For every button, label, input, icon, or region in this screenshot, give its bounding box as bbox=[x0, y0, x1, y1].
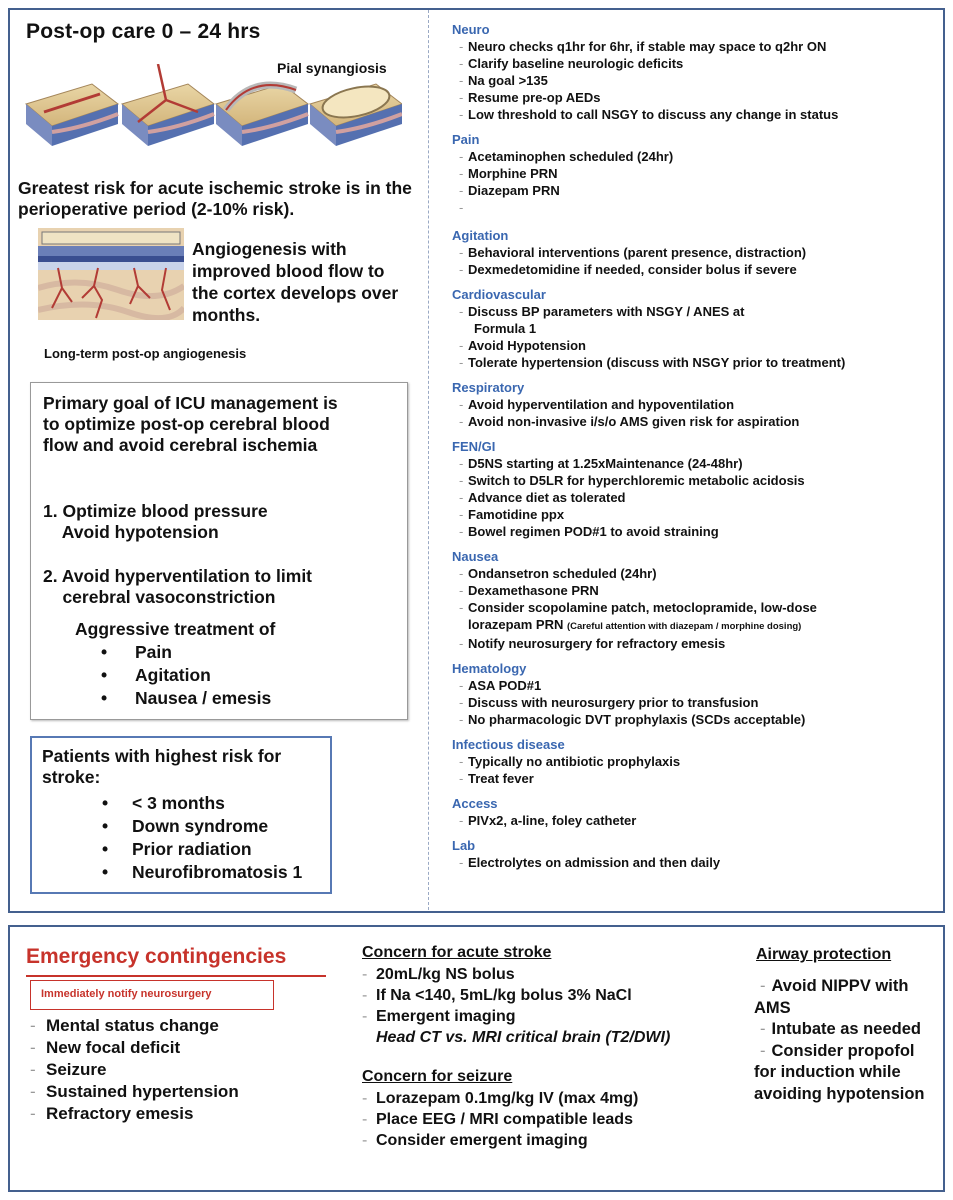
section-hematology bbox=[452, 661, 932, 728]
list-item: • Nausea / emesis bbox=[101, 687, 271, 710]
icu-goal-item-1: 1. Optimize blood pressure Avoid hypotension bbox=[43, 501, 268, 542]
icu-goal-box bbox=[30, 382, 408, 720]
list-item: - Acetaminophen scheduled (24hr) bbox=[452, 148, 932, 165]
list-item: - Diazepam PRN bbox=[452, 182, 932, 199]
icu-goal-intro: Primary goal of ICU management is to optimize post-op cerebral blood flow and avoid cerebral ischemia bbox=[43, 393, 338, 455]
list-item: - Consider propofol for induction while avoiding hypotension bbox=[754, 1041, 925, 1103]
section-title: Agitation bbox=[452, 228, 509, 243]
pial-synangiosis-figure bbox=[22, 64, 402, 160]
list-item: • Prior radiation bbox=[102, 838, 302, 861]
list-item: - 20mL/kg NS bolus bbox=[360, 964, 670, 985]
stroke-heading: Concern for acute stroke bbox=[362, 944, 552, 961]
section-title: Pain bbox=[452, 132, 480, 147]
list-item: • Neurofibromatosis 1 bbox=[102, 861, 302, 884]
page-title: Post-op care 0 – 24 hrs bbox=[26, 20, 261, 43]
list-item: • Agitation bbox=[101, 664, 271, 687]
aggressive-treatment-list bbox=[101, 641, 271, 710]
section-pain bbox=[452, 132, 932, 216]
airway-item-text: Consider propofol for induction while avoiding hypotension bbox=[754, 1041, 925, 1103]
list-item: - Low threshold to call NSGY to discuss any change in status bbox=[452, 106, 932, 123]
section-cardiovascular bbox=[452, 287, 932, 371]
section-title: Lab bbox=[452, 838, 476, 853]
seizure-heading: Concern for seizure bbox=[362, 1068, 513, 1085]
angiogenesis-text: Angiogenesis with improved blood flow to the cortex develops over months. bbox=[192, 239, 399, 325]
list-item: - Notify neurosurgery for refractory emesis bbox=[452, 635, 932, 652]
list-item: - Neuro checks q1hr for 6hr, if stable may space to q2hr ON bbox=[452, 38, 932, 55]
list-item: - PIVx2, a-line, foley catheter bbox=[452, 812, 932, 829]
section-lab bbox=[452, 838, 932, 871]
list-item: - Consider scopolamine patch, metoclopramide, low-dose bbox=[452, 599, 932, 616]
list-item: - Mental status change bbox=[30, 1015, 239, 1037]
pial-step-3 bbox=[216, 84, 308, 146]
stroke-risk-statement: Greatest risk for acute ischemic stroke is in the perioperative period (2-10% risk). bbox=[18, 178, 412, 219]
dosing-note: (Careful attention with diazepam / morphine dosing) bbox=[567, 621, 802, 632]
section-title: Respiratory bbox=[452, 380, 525, 395]
list-item: - Refractory emesis bbox=[30, 1103, 239, 1125]
care-sections bbox=[452, 22, 932, 880]
list-item: - ASA POD#1 bbox=[452, 677, 932, 694]
section-fen-gi bbox=[452, 439, 932, 540]
list-item: Head CT vs. MRI critical brain (T2/DWI) bbox=[376, 1029, 671, 1046]
list-item: - Discuss with neurosurgery prior to transfusion bbox=[452, 694, 932, 711]
list-item: - Emergent imaging bbox=[360, 1006, 670, 1027]
list-item: - Treat fever bbox=[452, 770, 932, 787]
list-item: - Resume pre-op AEDs bbox=[452, 89, 932, 106]
list-item: - Advance diet as tolerated bbox=[452, 489, 932, 506]
airway-list bbox=[754, 976, 934, 1105]
list-item: - Avoid NIPPV with AMS bbox=[754, 977, 909, 1017]
highest-risk-box bbox=[30, 736, 332, 894]
list-item: - Typically no antibiotic prophylaxis bbox=[452, 753, 932, 770]
section-respiratory bbox=[452, 380, 932, 430]
emergency-rule bbox=[26, 975, 326, 977]
column-divider bbox=[428, 10, 429, 910]
list-item: - Dexmedetomidine if needed, consider bolus if severe bbox=[452, 261, 932, 278]
section-title: FEN/GI bbox=[452, 439, 496, 454]
list-item: - No pharmacologic DVT prophylaxis (SCDs acceptable) bbox=[452, 711, 932, 728]
section-agitation bbox=[452, 228, 932, 278]
list-item: - Tolerate hypertension (discuss with NSGY prior to treatment) bbox=[452, 354, 932, 371]
list-item: - Avoid hyperventilation and hypoventilation bbox=[452, 396, 932, 413]
list-item: - Seizure bbox=[30, 1059, 239, 1081]
list-item: Formula 1 bbox=[474, 321, 537, 336]
section-title: Nausea bbox=[452, 549, 499, 564]
list-item: - Dexamethasone PRN bbox=[452, 582, 932, 599]
list-item: - Electrolytes on admission and then daily bbox=[452, 854, 932, 871]
airway-heading: Airway protection bbox=[756, 946, 892, 963]
list-item: - Lorazepam 0.1mg/kg IV (max 4mg) bbox=[360, 1088, 638, 1109]
list-item: - Consider emergent imaging bbox=[360, 1130, 638, 1151]
list-item bbox=[452, 616, 932, 635]
section-neuro bbox=[452, 22, 932, 123]
pial-step-1 bbox=[26, 84, 118, 146]
notify-neurosurgery-box: Immediately notify neurosurgery bbox=[30, 980, 274, 1010]
list-item: - Sustained hypertension bbox=[30, 1081, 239, 1103]
list-item: - Na goal >135 bbox=[452, 72, 932, 89]
emergency-title: Emergency contingencies bbox=[26, 945, 287, 968]
pial-caption: Pial synangiosis bbox=[277, 60, 387, 76]
section-infectious-disease bbox=[452, 737, 932, 787]
list-item: - Place EEG / MRI compatible leads bbox=[360, 1109, 638, 1130]
list-item: • Pain bbox=[101, 641, 271, 664]
airway-item-text: Avoid NIPPV with AMS bbox=[754, 977, 909, 1017]
list-item: • Down syndrome bbox=[102, 815, 302, 838]
angiogenesis-caption: Long-term post-op angiogenesis bbox=[44, 346, 247, 361]
stroke-list bbox=[360, 964, 670, 1048]
emergency-list bbox=[30, 1015, 239, 1125]
highest-risk-list bbox=[102, 792, 302, 884]
list-item: - Famotidine ppx bbox=[452, 506, 932, 523]
section-title: Infectious disease bbox=[452, 737, 565, 752]
airway-item-text: Intubate as needed bbox=[771, 1020, 921, 1038]
section-access bbox=[452, 796, 932, 829]
pial-step-2 bbox=[122, 64, 214, 146]
icu-goal-item-2: 2. Avoid hyperventilation to limit cerebral vasoconstriction bbox=[43, 566, 313, 607]
seizure-list bbox=[360, 1088, 638, 1151]
angiogenesis-figure bbox=[38, 228, 184, 320]
list-item: - D5NS starting at 1.25xMaintenance (24-48hr) bbox=[452, 455, 932, 472]
list-item: - Behavioral interventions (parent presence, distraction) bbox=[452, 244, 932, 261]
list-item: - Bowel regimen POD#1 to avoid straining bbox=[452, 523, 932, 540]
aggressive-treatment-title: Aggressive treatment of bbox=[75, 619, 276, 639]
pial-step-4 bbox=[310, 81, 402, 146]
list-item: - Clarify baseline neurologic deficits bbox=[452, 55, 932, 72]
list-item: • < 3 months bbox=[102, 792, 302, 815]
list-item: - Discuss BP parameters with NSGY / ANES at bbox=[452, 303, 932, 320]
list-item: - Avoid non-invasive i/s/o AMS given risk for aspiration bbox=[452, 413, 932, 430]
section-nausea bbox=[452, 549, 932, 652]
section-title: Hematology bbox=[452, 661, 527, 676]
highest-risk-title: Patients with highest risk for stroke: bbox=[42, 746, 282, 787]
list-item bbox=[452, 199, 932, 216]
section-title: Access bbox=[452, 796, 498, 811]
list-item: - Switch to D5LR for hyperchloremic metabolic acidosis bbox=[452, 472, 932, 489]
list-item: - Morphine PRN bbox=[452, 165, 932, 182]
section-title: Neuro bbox=[452, 22, 490, 37]
section-title: Cardiovascular bbox=[452, 287, 546, 302]
list-item: - Ondansetron scheduled (24hr) bbox=[452, 565, 932, 582]
list-item: - If Na <140, 5mL/kg bolus 3% NaCl bbox=[360, 985, 670, 1006]
nausea-lorazepam: lorazepam PRN bbox=[468, 617, 564, 632]
list-item: - Avoid Hypotension bbox=[452, 337, 932, 354]
list-item: - New focal deficit bbox=[30, 1037, 239, 1059]
list-item: - Intubate as needed bbox=[760, 1020, 921, 1038]
